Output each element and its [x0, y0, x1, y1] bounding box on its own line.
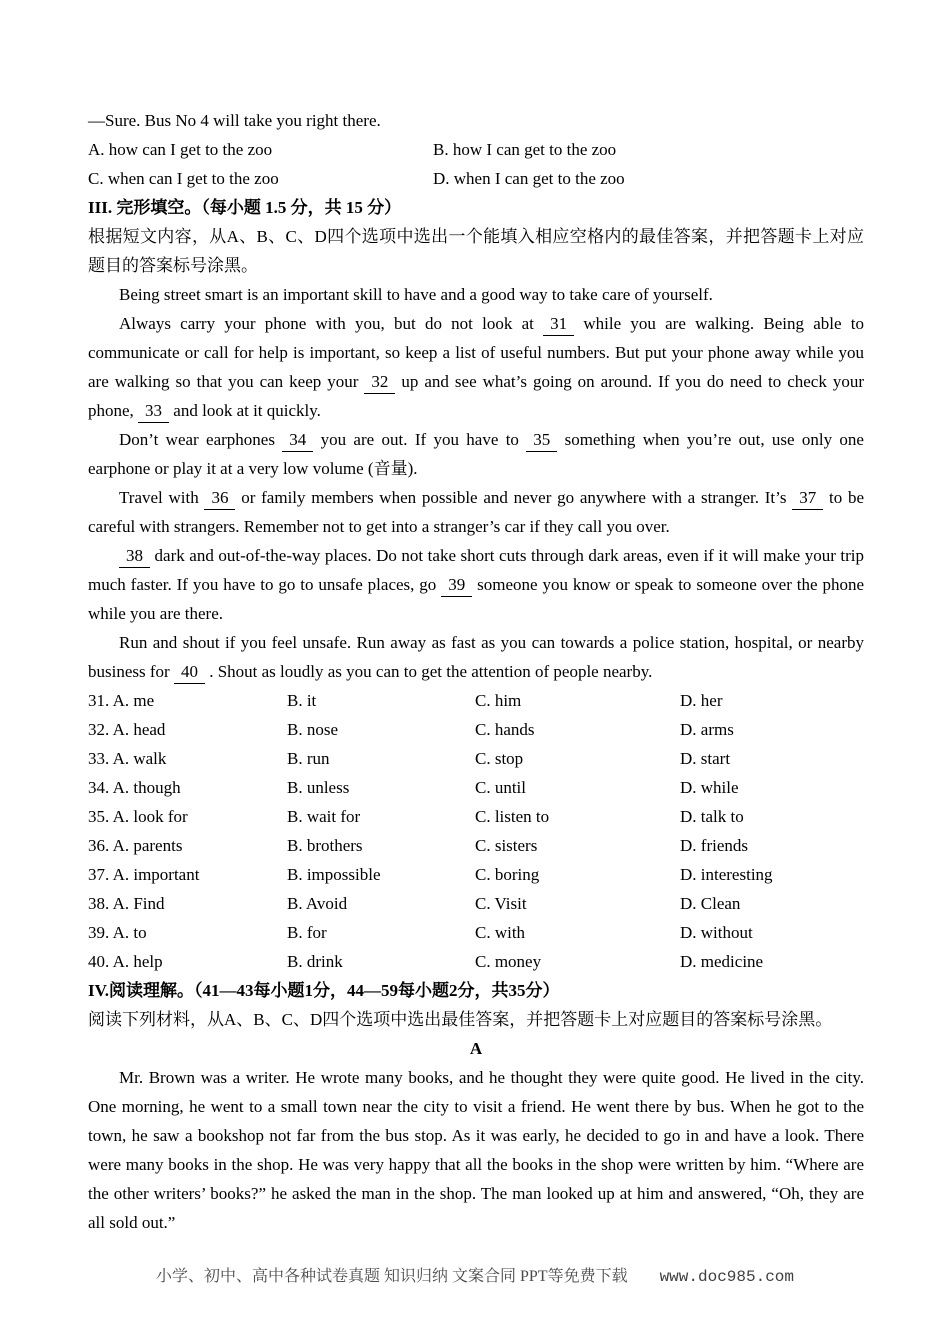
question-number: 31.	[88, 691, 110, 710]
question-cell	[88, 918, 287, 947]
option-A: A. important	[112, 865, 200, 884]
option-D: D. talk to	[680, 807, 744, 826]
question-cell	[88, 860, 287, 889]
passage-text: Being street smart is an important skill to have and a good way to take care of yourself.	[119, 285, 713, 304]
question-cell	[287, 773, 475, 802]
footer-site-link[interactable]: www.doc985.com	[659, 1268, 794, 1286]
cloze-blank-40: 40	[174, 661, 205, 684]
cloze-paragraph	[88, 541, 864, 628]
cloze-blank-37: 37	[792, 487, 823, 510]
question-number: 40.	[88, 952, 110, 971]
option-B: B. Avoid	[287, 894, 348, 913]
cloze-question-row	[88, 918, 864, 947]
question-cell	[475, 831, 680, 860]
passage-text: while you are walking. Being able to communicate or call for help is important, so keep a list of useful numbers. But put your phone away while you are walking so that you can keep your	[88, 314, 864, 391]
option-D: D. without	[680, 923, 753, 942]
page-content	[88, 106, 864, 1237]
option-D: D. Clean	[680, 894, 741, 913]
option-D: D. friends	[680, 836, 748, 855]
page-footer	[0, 1262, 950, 1292]
question-cell	[287, 918, 475, 947]
question-cell	[680, 686, 864, 715]
option-B: B. for	[287, 923, 327, 942]
option-B: B. wait for	[287, 807, 361, 826]
passage-text: or family members when possible and never go anywhere with a stranger. It’s	[235, 488, 793, 507]
cloze-question-row	[88, 889, 864, 918]
option-C: C. Visit	[475, 894, 527, 913]
question-cell	[475, 715, 680, 744]
option-A: A. Find	[112, 894, 165, 913]
cloze-question-list	[88, 686, 864, 976]
reading-passage-a: Mr. Brown was a writer. He wrote many books, and he thought they were quite good. He lived in the city. One morning, he went to a small town near the city to visit a friend. He went there by bus. When he got to the town, he saw a bookshop not far from the bus stop. As it was early, he decided to go in and have a look. There were many books in the shop. He was very happy that all the books in the shop were written by him. “Where are the other writers’ books?” he asked the man in the shop. The man looked up at him and answered, “Oh, they are all sold out.”	[88, 1068, 864, 1232]
option-D: D. her	[680, 691, 723, 710]
question-cell	[475, 686, 680, 715]
cloze-question-row	[88, 831, 864, 860]
question-cell	[680, 918, 864, 947]
cloze-passage	[88, 280, 864, 686]
question-cell	[88, 802, 287, 831]
cloze-paragraph	[88, 309, 864, 425]
question-number: 36.	[88, 836, 110, 855]
cloze-blank-36: 36	[204, 487, 235, 510]
question-cell	[88, 889, 287, 918]
question-cell	[475, 744, 680, 773]
option-B: B. run	[287, 749, 330, 768]
option-D: D. interesting	[680, 865, 773, 884]
option-C: C. sisters	[475, 836, 538, 855]
question-cell	[88, 773, 287, 802]
passage-text: and look at it quickly.	[169, 401, 321, 420]
lead-option-C: C. when can I get to the zoo	[88, 169, 279, 188]
question-cell	[287, 889, 475, 918]
option-C: C. hands	[475, 720, 535, 739]
cloze-paragraph	[88, 483, 864, 541]
question-cell	[287, 686, 475, 715]
option-D: D. arms	[680, 720, 734, 739]
question-cell	[680, 947, 864, 976]
dialog-response-line: —Sure. Bus No 4 will take you right there.	[88, 111, 381, 130]
lead-question-options	[88, 135, 864, 193]
lead-option-row	[88, 135, 864, 164]
section4-heading: IV.阅读理解。（41—43每小题1分，44—59每小题2分，共35分）	[88, 981, 560, 1000]
passage-text: . Shout as loudly as you can to get the attention of people nearby.	[204, 662, 653, 681]
option-A: A. to	[112, 923, 147, 942]
question-cell	[287, 744, 475, 773]
lead-option-row	[88, 164, 864, 193]
option-B: B. impossible	[287, 865, 381, 884]
question-cell	[475, 947, 680, 976]
option-A: A. walk	[112, 749, 167, 768]
lead-option-B: B. how I can get to the zoo	[433, 140, 617, 159]
option-C: C. boring	[475, 865, 540, 884]
question-cell	[475, 860, 680, 889]
option-A: A. though	[112, 778, 181, 797]
question-cell	[287, 831, 475, 860]
passage-a-label: A	[469, 1039, 483, 1058]
passage-text: you are out. If you have to	[313, 430, 527, 449]
question-number: 33.	[88, 749, 110, 768]
section3-heading: III. 完形填空。（每小题 1.5 分，共 15 分）	[88, 198, 402, 217]
question-cell	[287, 860, 475, 889]
cloze-question-row	[88, 686, 864, 715]
cloze-blank-39: 39	[441, 574, 472, 597]
option-C: C. money	[475, 952, 542, 971]
passage-text: Don’t wear earphones	[119, 430, 283, 449]
option-C: C. him	[475, 691, 522, 710]
question-cell	[475, 918, 680, 947]
option-B: B. brothers	[287, 836, 363, 855]
question-number: 35.	[88, 807, 110, 826]
question-cell	[88, 715, 287, 744]
question-cell	[680, 860, 864, 889]
passage-text: Run and shout if you feel unsafe. Run away as fast as you can towards a police station, hospital, or nearby business for	[88, 633, 864, 681]
question-cell	[88, 744, 287, 773]
cloze-blank-35: 35	[526, 429, 557, 452]
question-number: 39.	[88, 923, 110, 942]
question-cell	[680, 889, 864, 918]
section4-instruction: 阅读下列材料，从A、B、C、D四个选项中选出最佳答案，并把答题卡上对应题目的答案标号涂黑。	[88, 1010, 833, 1029]
option-B: B. drink	[287, 952, 343, 971]
passage-text: dark and out-of-the-way places. Do not take short cuts through dark areas, even if it will make your trip much faster. If you have to go to unsafe places, go	[88, 546, 864, 594]
question-cell	[475, 889, 680, 918]
option-D: D. while	[680, 778, 739, 797]
cloze-blank-31: 31	[543, 313, 574, 336]
option-C: C. with	[475, 923, 526, 942]
option-B: B. unless	[287, 778, 350, 797]
question-cell	[680, 802, 864, 831]
option-C: C. until	[475, 778, 527, 797]
question-cell	[88, 831, 287, 860]
cloze-paragraph	[88, 628, 864, 686]
question-number: 38.	[88, 894, 110, 913]
passage-text: Always carry your phone with you, but do not look at	[119, 314, 544, 333]
passage-text: someone you know or speak to someone over the phone while you are there.	[88, 575, 864, 623]
option-C: C. listen to	[475, 807, 550, 826]
footer-promo-text: 小学、初中、高中各种试卷真题 知识归纳 文案合同 PPT等免费下载	[156, 1268, 628, 1285]
option-D: D. medicine	[680, 952, 764, 971]
cloze-blank-38: 38	[119, 545, 150, 568]
cloze-blank-32: 32	[364, 371, 395, 394]
option-B: B. it	[287, 691, 317, 710]
question-number: 34.	[88, 778, 110, 797]
question-cell	[680, 715, 864, 744]
cloze-question-row	[88, 744, 864, 773]
cloze-paragraph	[88, 425, 864, 483]
cloze-paragraph	[88, 280, 864, 309]
question-cell	[287, 715, 475, 744]
cloze-question-row	[88, 773, 864, 802]
passage-text: Travel with	[119, 488, 205, 507]
option-A: A. help	[112, 952, 163, 971]
option-A: A. parents	[112, 836, 183, 855]
question-cell	[475, 773, 680, 802]
question-cell	[88, 686, 287, 715]
cloze-question-row	[88, 802, 864, 831]
option-A: A. me	[112, 691, 155, 710]
cloze-blank-34: 34	[282, 429, 313, 452]
question-cell	[287, 947, 475, 976]
section3-instruction: 根据短文内容，从A、B、C、D四个选项中选出一个能填入相应空格内的最佳答案，并把答题卡上对应题目的答案标号涂黑。	[88, 227, 864, 275]
cloze-question-row	[88, 715, 864, 744]
lead-option-A: A. how can I get to the zoo	[88, 140, 273, 159]
passage-text: something when you’re out, use only one earphone or play it at a very low volume (音量).	[88, 430, 864, 478]
option-A: A. look for	[112, 807, 188, 826]
option-C: C. stop	[475, 749, 524, 768]
passage-text: to be careful with strangers. Remember not to get into a stranger’s car if they call you over.	[88, 488, 864, 536]
question-number: 32.	[88, 720, 110, 739]
question-cell	[475, 802, 680, 831]
question-number: 37.	[88, 865, 110, 884]
question-cell	[287, 802, 475, 831]
cloze-blank-33: 33	[138, 400, 169, 423]
option-D: D. start	[680, 749, 731, 768]
option-A: A. head	[112, 720, 166, 739]
cloze-question-row	[88, 860, 864, 889]
cloze-question-row	[88, 947, 864, 976]
question-cell	[680, 773, 864, 802]
question-cell	[680, 831, 864, 860]
lead-option-D: D. when I can get to the zoo	[433, 169, 625, 188]
question-cell	[680, 744, 864, 773]
passage-text: up and see what’s going on around. If you do need to check your phone,	[88, 372, 864, 420]
option-B: B. nose	[287, 720, 338, 739]
question-cell	[88, 947, 287, 976]
